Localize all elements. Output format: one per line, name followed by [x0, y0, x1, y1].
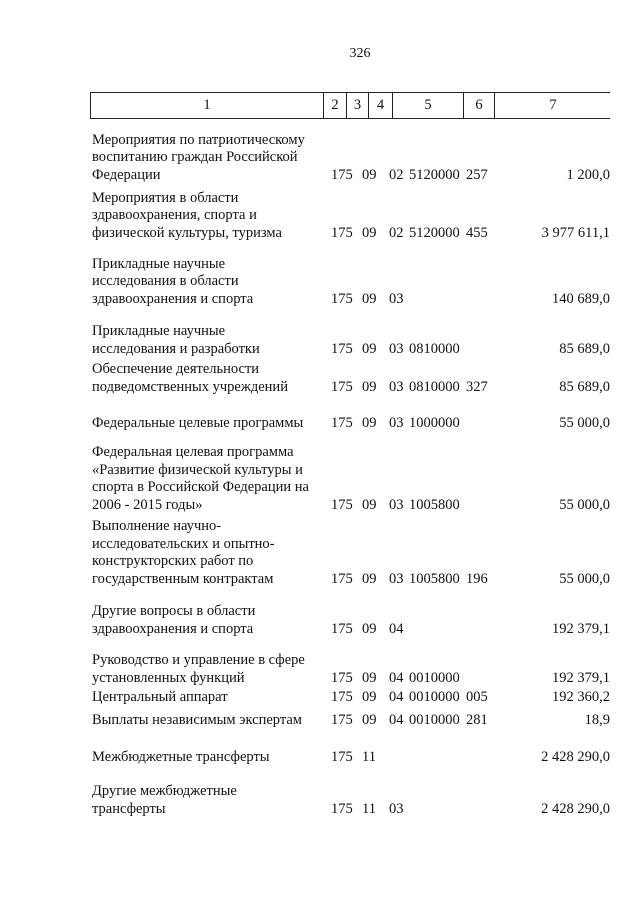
cell-admin-code: 175 — [331, 669, 353, 686]
cell-subsection: 03 — [389, 340, 404, 357]
header-col-7: 7 — [549, 97, 557, 113]
table-row — [0, 352, 640, 432]
cell-amount: 2 428 290,0 — [541, 748, 610, 765]
row-name — [92, 444, 328, 514]
cell-amount: 3 977 611,1 — [541, 224, 610, 241]
header-col-6: 6 — [464, 93, 495, 118]
row-name-line: Федерации — [92, 166, 161, 183]
row-name — [92, 415, 328, 433]
cell-subsection: 02 — [389, 166, 404, 183]
row-name-line: установленных функций — [92, 669, 245, 686]
cell-section: 09 — [362, 290, 377, 307]
row-name-line: Прикладные научные — [92, 323, 226, 339]
row-name-line: Другие межбюджетные — [92, 783, 237, 799]
row-name-line: Другие вопросы в области — [92, 603, 256, 619]
page-number: 326 — [349, 46, 371, 61]
cell-subsection: 03 — [389, 378, 404, 395]
cell-admin-code: 175 — [331, 166, 353, 183]
cell-target-article: 0810000 — [409, 378, 460, 395]
header-col-1: 1 — [91, 93, 324, 118]
cell-admin-code: 175 — [331, 340, 353, 357]
cell-section: 09 — [362, 224, 377, 241]
cell-admin-code: 175 — [331, 378, 353, 395]
cell-subsection: 02 — [389, 224, 404, 241]
row-name-line: Руководство и управление в сфере — [92, 652, 305, 668]
cell-amount: 55 000,0 — [559, 414, 610, 431]
row-name-line: подведомственных учреждений — [92, 378, 288, 395]
cell-subsection: 04 — [389, 669, 404, 686]
cell-admin-code: 175 — [331, 620, 353, 637]
cell-section: 09 — [362, 496, 377, 513]
row-name-line: Выполнение научно- — [92, 518, 222, 534]
cell-section: 09 — [362, 688, 377, 705]
row-name-line: трансферты — [92, 800, 166, 817]
cell-amount: 55 000,0 — [559, 496, 610, 513]
cell-section: 11 — [362, 748, 376, 765]
cell-admin-code: 175 — [331, 688, 353, 705]
cell-amount: 55 000,0 — [559, 570, 610, 587]
cell-amount: 1 200,0 — [566, 166, 610, 183]
row-name-line: воспитанию граждан Российской — [92, 149, 298, 165]
cell-amount: 192 360,2 — [552, 688, 610, 705]
cell-subsection: 03 — [389, 570, 404, 587]
row-name-line: спорта в Российской Федерации на — [92, 479, 309, 495]
row-name-line: «Развитие физической культуры и — [92, 461, 303, 478]
row-name — [92, 783, 328, 818]
row-name-line: Прикладные научные — [92, 255, 226, 272]
row-name-line: государственным контрактам — [92, 570, 274, 587]
cell-subsection: 04 — [389, 688, 404, 705]
row-name-line: Мероприятия по патриотическому — [92, 131, 305, 148]
cell-admin-code: 175 — [331, 496, 353, 513]
row-name-line: здравоохранения и спорта — [92, 620, 254, 637]
cell-expense-type: 281 — [466, 711, 488, 728]
row-name-line: 2006 - 2015 годы» — [92, 496, 203, 513]
cell-section: 09 — [362, 166, 377, 183]
cell-admin-code: 175 — [331, 800, 353, 817]
cell-expense-type: 455 — [466, 224, 488, 241]
row-name-line: Выплаты независимым экспертам — [92, 711, 302, 728]
cell-amount: 85 689,0 — [559, 378, 610, 395]
row-name-line: здравоохранения и спорта — [92, 290, 254, 307]
row-name-line: исследовательских и опытно- — [92, 535, 275, 552]
cell-target-article: 5120000 — [409, 224, 460, 241]
cell-target-article: 1005800 — [409, 570, 460, 587]
cell-amount: 192 379,1 — [552, 669, 610, 686]
table-row — [0, 738, 640, 818]
cell-section: 09 — [362, 340, 377, 357]
row-name-line: исследования и разработки — [92, 340, 260, 357]
cell-amount: 192 379,1 — [552, 620, 610, 637]
cell-subsection: 03 — [389, 414, 404, 431]
row-name-line: Межбюджетные трансферты — [92, 748, 270, 765]
cell-section: 09 — [362, 620, 377, 637]
row-name-line: Обеспечение деятельности — [92, 361, 260, 377]
cell-admin-code: 175 — [331, 290, 353, 307]
cell-admin-code: 175 — [331, 570, 353, 587]
cell-subsection: 03 — [389, 496, 404, 513]
row-name-line: здравоохранения, спорта и — [92, 207, 257, 223]
cell-admin-code: 175 — [331, 224, 353, 241]
row-name-line: исследования в области — [92, 273, 239, 289]
cell-amount: 18,9 — [584, 711, 610, 728]
cell-target-article: 0010000 — [409, 711, 460, 728]
cell-target-article: 0810000 — [409, 340, 460, 357]
header-col-3: 3 — [347, 93, 369, 118]
cell-amount: 2 428 290,0 — [541, 800, 610, 817]
cell-section: 09 — [362, 711, 377, 728]
cell-expense-type: 257 — [466, 166, 488, 183]
cell-target-article: 1005800 — [409, 496, 460, 513]
cell-section: 09 — [362, 669, 377, 686]
header-col-4: 4 — [369, 93, 393, 118]
cell-section: 11 — [362, 800, 376, 817]
cell-expense-type: 196 — [466, 570, 488, 587]
cell-amount: 140 689,0 — [552, 290, 610, 307]
cell-subsection: 03 — [389, 800, 404, 817]
cell-expense-type: 005 — [466, 688, 488, 705]
cell-target-article: 5120000 — [409, 166, 460, 183]
cell-section: 09 — [362, 378, 377, 395]
cell-subsection: 04 — [389, 620, 404, 637]
row-name-line: физической культуры, туризма — [92, 224, 282, 241]
cell-subsection: 04 — [389, 711, 404, 728]
cell-target-article: 1000000 — [409, 414, 460, 431]
cell-target-article: 0010000 — [409, 669, 460, 686]
cell-admin-code: 175 — [331, 414, 353, 431]
row-name-line: конструкторских работ по — [92, 553, 254, 569]
cell-amount: 85 689,0 — [559, 340, 610, 357]
cell-subsection: 03 — [389, 290, 404, 307]
cell-admin-code: 175 — [331, 711, 353, 728]
cell-admin-code: 175 — [331, 748, 353, 765]
cell-target-article: 0010000 — [409, 688, 460, 705]
row-name-line: Федеральные целевые программы — [92, 414, 304, 431]
row-name-line: Центральный аппарат — [92, 688, 228, 705]
row-name-line: Мероприятия в области — [92, 189, 239, 206]
table-row — [0, 434, 640, 514]
cell-section: 09 — [362, 414, 377, 431]
row-name-line: Федеральная целевая программа — [92, 444, 294, 460]
cell-expense-type: 327 — [466, 378, 488, 395]
cell-section: 09 — [362, 570, 377, 587]
header-col-5: 5 — [393, 93, 464, 118]
header-col-2: 2 — [324, 93, 347, 118]
